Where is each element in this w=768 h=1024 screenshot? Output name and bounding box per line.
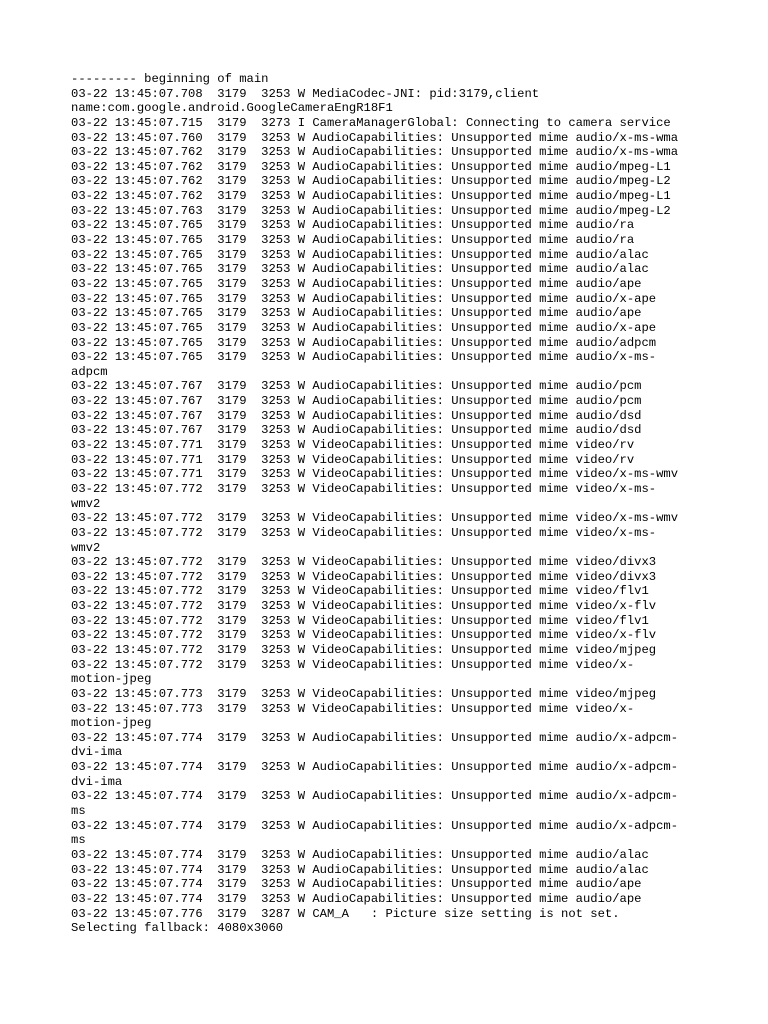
log-line: 03-22 13:45:07.765 3179 3253 W AudioCapabilities: Unsupported mime audio/ra (71, 233, 635, 248)
log-line: 03-22 13:45:07.772 3179 3253 W VideoCapabilities: Unsupported mime video/divx3 (71, 555, 657, 570)
log-line: 03-22 13:45:07.776 3179 3287 W CAM_A : Picture size setting is not set. (71, 906, 620, 921)
log-line: 03-22 13:45:07.774 3179 3253 W AudioCapabilities: Unsupported mime audio/alac (71, 847, 649, 862)
log-line: 03-22 13:45:07.765 3179 3253 W AudioCapabilities: Unsupported mime audio/x-ape (71, 320, 657, 335)
log-line: Selecting fallback: 4080x3060 (71, 921, 284, 936)
log-line: adpcm (71, 364, 108, 379)
log-line: 03-22 13:45:07.715 3179 3273 I CameraManagerGlobal: Connecting to camera service (71, 115, 671, 130)
log-line: 03-22 13:45:07.771 3179 3253 W VideoCapabilities: Unsupported mime video/rv (71, 452, 635, 467)
log-line: 03-22 13:45:07.765 3179 3253 W AudioCapabilities: Unsupported mime audio/x-ape (71, 291, 657, 306)
log-line: 03-22 13:45:07.708 3179 3253 W MediaCodec-JNI: pid:3179,client (71, 86, 540, 101)
log-line: 03-22 13:45:07.772 3179 3253 W VideoCapabilities: Unsupported mime video/flv1 (71, 584, 649, 599)
log-line: 03-22 13:45:07.774 3179 3253 W AudioCapabilities: Unsupported mime audio/x-adpcm- (71, 730, 679, 745)
log-line: --------- beginning of main (71, 72, 269, 86)
log-line: 03-22 13:45:07.762 3179 3253 W AudioCapabilities: Unsupported mime audio/mpeg-L2 (71, 174, 671, 189)
log-line: 03-22 13:45:07.765 3179 3253 W AudioCapabilities: Unsupported mime audio/x-ms- (71, 350, 657, 365)
log-line: 03-22 13:45:07.773 3179 3253 W VideoCapabilities: Unsupported mime video/x- (71, 701, 635, 716)
log-line: 03-22 13:45:07.767 3179 3253 W AudioCapabilities: Unsupported mime audio/pcm (71, 379, 642, 394)
log-line: dvi-ima (71, 745, 123, 760)
log-line: 03-22 13:45:07.765 3179 3253 W AudioCapabilities: Unsupported mime audio/ra (71, 218, 635, 233)
log-line: 03-22 13:45:07.771 3179 3253 W VideoCapabilities: Unsupported mime video/rv (71, 438, 635, 453)
log-line: wmv2 (71, 540, 101, 555)
log-line: 03-22 13:45:07.772 3179 3253 W VideoCapabilities: Unsupported mime video/x-ms- (71, 481, 657, 496)
log-line: 03-22 13:45:07.765 3179 3253 W AudioCapabilities: Unsupported mime audio/alac (71, 262, 649, 277)
log-line: 03-22 13:45:07.765 3179 3253 W AudioCapabilities: Unsupported mime audio/alac (71, 247, 649, 262)
log-line: 03-22 13:45:07.765 3179 3253 W AudioCapabilities: Unsupported mime audio/ape (71, 276, 642, 291)
log-line: wmv2 (71, 496, 101, 511)
log-line: 03-22 13:45:07.772 3179 3253 W VideoCapabilities: Unsupported mime video/x-flv (71, 628, 657, 643)
log-line: dvi-ima (71, 774, 123, 789)
log-line: 03-22 13:45:07.767 3179 3253 W AudioCapabilities: Unsupported mime audio/dsd (71, 408, 642, 423)
log-line: 03-22 13:45:07.763 3179 3253 W AudioCapabilities: Unsupported mime audio/mpeg-L2 (71, 203, 671, 218)
log-line: 03-22 13:45:07.772 3179 3253 W VideoCapabilities: Unsupported mime video/mjpeg (71, 642, 657, 657)
log-line: 03-22 13:45:07.762 3179 3253 W AudioCapabilities: Unsupported mime audio/x-ms-wma (71, 145, 679, 160)
log-line: 03-22 13:45:07.765 3179 3253 W AudioCapabilities: Unsupported mime audio/ape (71, 306, 642, 321)
log-line: 03-22 13:45:07.762 3179 3253 W AudioCapabilities: Unsupported mime audio/mpeg-L1 (71, 189, 671, 204)
log-line: 03-22 13:45:07.774 3179 3253 W AudioCapabilities: Unsupported mime audio/ape (71, 877, 642, 892)
log-line: 03-22 13:45:07.772 3179 3253 W VideoCapabilities: Unsupported mime video/x-ms-wmv (71, 511, 679, 526)
log-line: 03-22 13:45:07.765 3179 3253 W AudioCapabilities: Unsupported mime audio/adpcm (71, 335, 657, 350)
log-line: 03-22 13:45:07.774 3179 3253 W AudioCapabilities: Unsupported mime audio/x-adpcm- (71, 760, 679, 775)
log-line: ms (71, 833, 86, 848)
log-line: 03-22 13:45:07.760 3179 3253 W AudioCapabilities: Unsupported mime audio/x-ms-wma (71, 130, 679, 145)
log-line: 03-22 13:45:07.772 3179 3253 W VideoCapabilities: Unsupported mime video/x- (71, 657, 635, 672)
log-line: name:com.google.android.GoogleCameraEngR18F1 (71, 101, 393, 116)
log-line: motion-jpeg (71, 716, 152, 731)
log-line: 03-22 13:45:07.774 3179 3253 W AudioCapabilities: Unsupported mime audio/ape (71, 891, 642, 906)
log-line: 03-22 13:45:07.762 3179 3253 W AudioCapabilities: Unsupported mime audio/mpeg-L1 (71, 159, 671, 174)
log-line: motion-jpeg (71, 672, 152, 687)
log-line: 03-22 13:45:07.772 3179 3253 W VideoCapabilities: Unsupported mime video/divx3 (71, 569, 657, 584)
log-line: 03-22 13:45:07.774 3179 3253 W AudioCapabilities: Unsupported mime audio/x-adpcm- (71, 818, 679, 833)
log-line: 03-22 13:45:07.772 3179 3253 W VideoCapabilities: Unsupported mime video/flv1 (71, 613, 649, 628)
log-page (71, 72, 731, 936)
log-line: 03-22 13:45:07.774 3179 3253 W AudioCapabilities: Unsupported mime audio/alac (71, 862, 649, 877)
log-line: 03-22 13:45:07.767 3179 3253 W AudioCapabilities: Unsupported mime audio/dsd (71, 423, 642, 438)
log-line: 03-22 13:45:07.773 3179 3253 W VideoCapabilities: Unsupported mime video/mjpeg (71, 686, 657, 701)
log-line: ms (71, 804, 86, 819)
log-line: 03-22 13:45:07.767 3179 3253 W AudioCapabilities: Unsupported mime audio/pcm (71, 394, 642, 409)
log-line: 03-22 13:45:07.772 3179 3253 W VideoCapabilities: Unsupported mime video/x-ms- (71, 525, 657, 540)
log-text (71, 72, 731, 936)
log-line: 03-22 13:45:07.772 3179 3253 W VideoCapabilities: Unsupported mime video/x-flv (71, 599, 657, 614)
log-line: 03-22 13:45:07.774 3179 3253 W AudioCapabilities: Unsupported mime audio/x-adpcm- (71, 789, 679, 804)
log-line: 03-22 13:45:07.771 3179 3253 W VideoCapabilities: Unsupported mime video/x-ms-wmv (71, 467, 679, 482)
